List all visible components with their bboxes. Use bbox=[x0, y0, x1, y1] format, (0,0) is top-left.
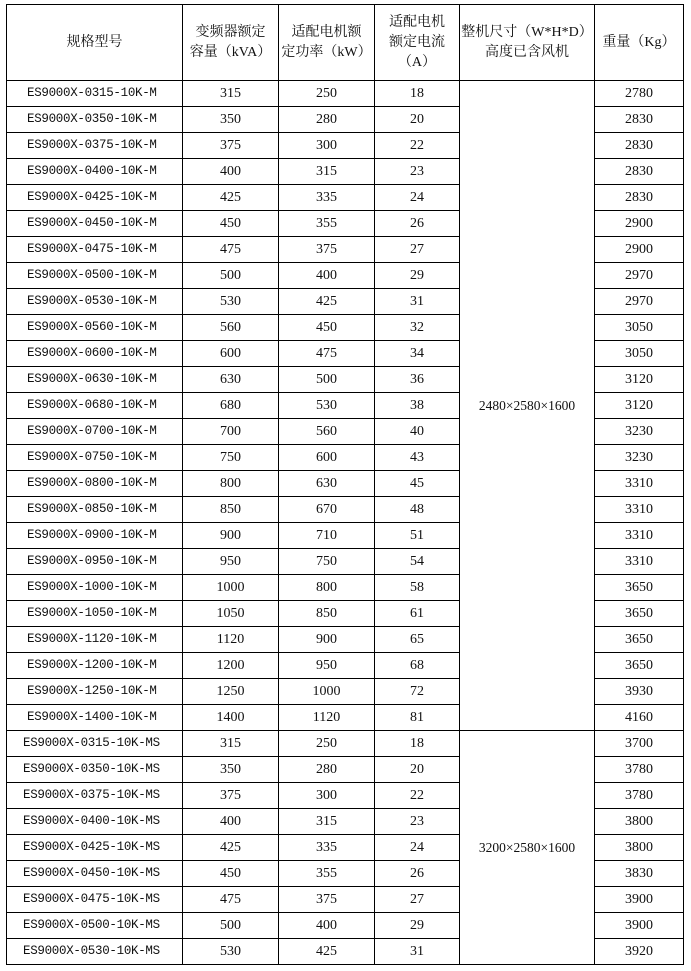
cell-model: ES9000X-0900-10K-M bbox=[7, 523, 183, 549]
cell-capacity: 450 bbox=[183, 211, 279, 237]
header-model-label: 规格型号 bbox=[66, 34, 123, 50]
header-current-line1: 适配电机 bbox=[389, 14, 445, 30]
cell-current: 43 bbox=[375, 445, 460, 471]
cell-power: 850 bbox=[279, 601, 375, 627]
cell-model: ES9000X-0560-10K-M bbox=[7, 315, 183, 341]
cell-capacity: 425 bbox=[183, 185, 279, 211]
cell-power: 530 bbox=[279, 393, 375, 419]
header-model bbox=[7, 5, 183, 81]
cell-model: ES9000X-0530-10K-MS bbox=[7, 939, 183, 965]
cell-weight: 3650 bbox=[595, 653, 684, 679]
cell-power: 450 bbox=[279, 315, 375, 341]
cell-weight: 4160 bbox=[595, 705, 684, 731]
cell-current: 72 bbox=[375, 679, 460, 705]
cell-capacity: 1000 bbox=[183, 575, 279, 601]
cell-power: 250 bbox=[279, 731, 375, 757]
table-body bbox=[7, 81, 684, 965]
cell-current: 20 bbox=[375, 107, 460, 133]
cell-weight: 2900 bbox=[595, 211, 684, 237]
cell-weight: 3310 bbox=[595, 471, 684, 497]
cell-current: 65 bbox=[375, 627, 460, 653]
cell-current: 26 bbox=[375, 211, 460, 237]
cell-current: 22 bbox=[375, 783, 460, 809]
cell-capacity: 1250 bbox=[183, 679, 279, 705]
header-capacity-line2: 容量（kVA） bbox=[189, 44, 272, 60]
cell-power: 425 bbox=[279, 289, 375, 315]
cell-weight: 3650 bbox=[595, 601, 684, 627]
cell-weight: 3780 bbox=[595, 757, 684, 783]
cell-capacity: 375 bbox=[183, 783, 279, 809]
cell-power: 375 bbox=[279, 237, 375, 263]
cell-model: ES9000X-0700-10K-M bbox=[7, 419, 183, 445]
cell-power: 280 bbox=[279, 107, 375, 133]
cell-model: ES9000X-1400-10K-M bbox=[7, 705, 183, 731]
header-current-line2: 额定电流 bbox=[389, 34, 445, 50]
cell-current: 32 bbox=[375, 315, 460, 341]
cell-capacity: 375 bbox=[183, 133, 279, 159]
cell-current: 29 bbox=[375, 913, 460, 939]
cell-capacity: 400 bbox=[183, 159, 279, 185]
cell-model: ES9000X-0500-10K-MS bbox=[7, 913, 183, 939]
cell-weight: 3310 bbox=[595, 549, 684, 575]
cell-current: 81 bbox=[375, 705, 460, 731]
cell-power: 500 bbox=[279, 367, 375, 393]
cell-weight: 2830 bbox=[595, 159, 684, 185]
cell-model: ES9000X-0600-10K-M bbox=[7, 341, 183, 367]
cell-current: 58 bbox=[375, 575, 460, 601]
cell-current: 27 bbox=[375, 237, 460, 263]
cell-model: ES9000X-0315-10K-MS bbox=[7, 731, 183, 757]
cell-weight: 2780 bbox=[595, 81, 684, 107]
cell-weight: 3310 bbox=[595, 523, 684, 549]
cell-current: 23 bbox=[375, 159, 460, 185]
cell-current: 31 bbox=[375, 289, 460, 315]
cell-weight: 3830 bbox=[595, 861, 684, 887]
cell-capacity: 850 bbox=[183, 497, 279, 523]
cell-capacity: 530 bbox=[183, 939, 279, 965]
cell-capacity: 315 bbox=[183, 731, 279, 757]
cell-weight: 3230 bbox=[595, 419, 684, 445]
cell-model: ES9000X-0450-10K-M bbox=[7, 211, 183, 237]
cell-weight: 3920 bbox=[595, 939, 684, 965]
cell-weight: 3050 bbox=[595, 315, 684, 341]
cell-model: ES9000X-1250-10K-M bbox=[7, 679, 183, 705]
cell-capacity: 500 bbox=[183, 263, 279, 289]
cell-model: ES9000X-0630-10K-M bbox=[7, 367, 183, 393]
cell-current: 26 bbox=[375, 861, 460, 887]
cell-dimensions: 2480×2580×1600 bbox=[460, 81, 595, 731]
cell-model: ES9000X-0680-10K-M bbox=[7, 393, 183, 419]
cell-power: 355 bbox=[279, 861, 375, 887]
cell-current: 54 bbox=[375, 549, 460, 575]
cell-capacity: 1200 bbox=[183, 653, 279, 679]
cell-capacity: 315 bbox=[183, 81, 279, 107]
cell-capacity: 1120 bbox=[183, 627, 279, 653]
cell-power: 950 bbox=[279, 653, 375, 679]
header-current bbox=[375, 5, 460, 81]
cell-power: 300 bbox=[279, 133, 375, 159]
cell-power: 250 bbox=[279, 81, 375, 107]
cell-current: 23 bbox=[375, 809, 460, 835]
header-dimensions-line1: 整机尺寸（W*H*D） bbox=[461, 24, 593, 40]
cell-power: 710 bbox=[279, 523, 375, 549]
cell-current: 34 bbox=[375, 341, 460, 367]
cell-weight: 3900 bbox=[595, 887, 684, 913]
cell-dimensions: 3200×2580×1600 bbox=[460, 731, 595, 965]
cell-weight: 3930 bbox=[595, 679, 684, 705]
cell-current: 18 bbox=[375, 731, 460, 757]
cell-capacity: 475 bbox=[183, 237, 279, 263]
cell-model: ES9000X-1050-10K-M bbox=[7, 601, 183, 627]
cell-power: 900 bbox=[279, 627, 375, 653]
cell-weight: 2830 bbox=[595, 185, 684, 211]
cell-power: 600 bbox=[279, 445, 375, 471]
cell-model: ES9000X-0425-10K-M bbox=[7, 185, 183, 211]
cell-current: 68 bbox=[375, 653, 460, 679]
header-dimensions bbox=[460, 5, 595, 81]
header-row bbox=[7, 5, 684, 81]
cell-weight: 3120 bbox=[595, 367, 684, 393]
header-current-line3: （A） bbox=[397, 54, 437, 70]
cell-model: ES9000X-0375-10K-MS bbox=[7, 783, 183, 809]
cell-power: 425 bbox=[279, 939, 375, 965]
cell-model: ES9000X-1000-10K-M bbox=[7, 575, 183, 601]
cell-current: 29 bbox=[375, 263, 460, 289]
header-capacity bbox=[183, 5, 279, 81]
cell-model: ES9000X-1120-10K-M bbox=[7, 627, 183, 653]
cell-current: 31 bbox=[375, 939, 460, 965]
cell-power: 560 bbox=[279, 419, 375, 445]
header-weight-label: 重量（Kg） bbox=[602, 34, 676, 50]
cell-current: 24 bbox=[375, 835, 460, 861]
cell-capacity: 800 bbox=[183, 471, 279, 497]
cell-power: 630 bbox=[279, 471, 375, 497]
cell-capacity: 1050 bbox=[183, 601, 279, 627]
cell-current: 22 bbox=[375, 133, 460, 159]
cell-weight: 2900 bbox=[595, 237, 684, 263]
cell-current: 18 bbox=[375, 81, 460, 107]
cell-capacity: 450 bbox=[183, 861, 279, 887]
cell-current: 51 bbox=[375, 523, 460, 549]
cell-weight: 3800 bbox=[595, 835, 684, 861]
cell-current: 48 bbox=[375, 497, 460, 523]
header-power bbox=[279, 5, 375, 81]
cell-model: ES9000X-0375-10K-M bbox=[7, 133, 183, 159]
cell-model: ES9000X-0400-10K-M bbox=[7, 159, 183, 185]
cell-model: ES9000X-0400-10K-MS bbox=[7, 809, 183, 835]
cell-capacity: 350 bbox=[183, 757, 279, 783]
cell-power: 335 bbox=[279, 835, 375, 861]
cell-power: 315 bbox=[279, 159, 375, 185]
cell-power: 300 bbox=[279, 783, 375, 809]
cell-capacity: 530 bbox=[183, 289, 279, 315]
cell-model: ES9000X-0350-10K-M bbox=[7, 107, 183, 133]
cell-capacity: 560 bbox=[183, 315, 279, 341]
cell-weight: 3230 bbox=[595, 445, 684, 471]
cell-weight: 2970 bbox=[595, 263, 684, 289]
cell-capacity: 1400 bbox=[183, 705, 279, 731]
cell-power: 1120 bbox=[279, 705, 375, 731]
header-weight bbox=[595, 5, 684, 81]
cell-power: 1000 bbox=[279, 679, 375, 705]
cell-power: 475 bbox=[279, 341, 375, 367]
cell-capacity: 750 bbox=[183, 445, 279, 471]
cell-model: ES9000X-0800-10K-M bbox=[7, 471, 183, 497]
cell-model: ES9000X-0530-10K-M bbox=[7, 289, 183, 315]
cell-power: 400 bbox=[279, 913, 375, 939]
cell-current: 24 bbox=[375, 185, 460, 211]
cell-capacity: 600 bbox=[183, 341, 279, 367]
cell-power: 670 bbox=[279, 497, 375, 523]
cell-weight: 3650 bbox=[595, 627, 684, 653]
header-capacity-line1: 变频器额定 bbox=[195, 24, 266, 40]
cell-weight: 3780 bbox=[595, 783, 684, 809]
cell-power: 280 bbox=[279, 757, 375, 783]
table-row bbox=[7, 81, 684, 107]
cell-power: 800 bbox=[279, 575, 375, 601]
cell-current: 27 bbox=[375, 887, 460, 913]
header-power-line1: 适配电机额 bbox=[291, 24, 362, 40]
cell-power: 375 bbox=[279, 887, 375, 913]
cell-weight: 3700 bbox=[595, 731, 684, 757]
cell-current: 36 bbox=[375, 367, 460, 393]
cell-capacity: 400 bbox=[183, 809, 279, 835]
cell-model: ES9000X-0475-10K-MS bbox=[7, 887, 183, 913]
cell-weight: 2970 bbox=[595, 289, 684, 315]
cell-current: 61 bbox=[375, 601, 460, 627]
cell-capacity: 475 bbox=[183, 887, 279, 913]
cell-capacity: 500 bbox=[183, 913, 279, 939]
cell-capacity: 630 bbox=[183, 367, 279, 393]
cell-weight: 3310 bbox=[595, 497, 684, 523]
cell-weight: 3050 bbox=[595, 341, 684, 367]
cell-current: 40 bbox=[375, 419, 460, 445]
cell-weight: 3800 bbox=[595, 809, 684, 835]
cell-power: 400 bbox=[279, 263, 375, 289]
cell-weight: 3120 bbox=[595, 393, 684, 419]
cell-capacity: 900 bbox=[183, 523, 279, 549]
cell-current: 20 bbox=[375, 757, 460, 783]
cell-power: 315 bbox=[279, 809, 375, 835]
cell-power: 335 bbox=[279, 185, 375, 211]
cell-capacity: 950 bbox=[183, 549, 279, 575]
cell-capacity: 700 bbox=[183, 419, 279, 445]
cell-current: 38 bbox=[375, 393, 460, 419]
cell-weight: 3900 bbox=[595, 913, 684, 939]
cell-power: 750 bbox=[279, 549, 375, 575]
cell-model: ES9000X-0850-10K-M bbox=[7, 497, 183, 523]
cell-current: 45 bbox=[375, 471, 460, 497]
cell-model: ES9000X-0500-10K-M bbox=[7, 263, 183, 289]
cell-model: ES9000X-0475-10K-M bbox=[7, 237, 183, 263]
cell-capacity: 425 bbox=[183, 835, 279, 861]
cell-model: ES9000X-0950-10K-M bbox=[7, 549, 183, 575]
table-row bbox=[7, 731, 684, 757]
cell-capacity: 350 bbox=[183, 107, 279, 133]
cell-model: ES9000X-0750-10K-M bbox=[7, 445, 183, 471]
cell-weight: 2830 bbox=[595, 107, 684, 133]
cell-power: 355 bbox=[279, 211, 375, 237]
cell-model: ES9000X-0315-10K-M bbox=[7, 81, 183, 107]
header-dimensions-line2: 高度已含风机 bbox=[485, 44, 569, 60]
cell-model: ES9000X-0350-10K-MS bbox=[7, 757, 183, 783]
cell-model: ES9000X-1200-10K-M bbox=[7, 653, 183, 679]
spec-table bbox=[6, 4, 684, 965]
cell-weight: 2830 bbox=[595, 133, 684, 159]
cell-capacity: 680 bbox=[183, 393, 279, 419]
header-power-line2: 定功率（kW） bbox=[281, 44, 372, 60]
cell-weight: 3650 bbox=[595, 575, 684, 601]
cell-model: ES9000X-0450-10K-MS bbox=[7, 861, 183, 887]
cell-model: ES9000X-0425-10K-MS bbox=[7, 835, 183, 861]
